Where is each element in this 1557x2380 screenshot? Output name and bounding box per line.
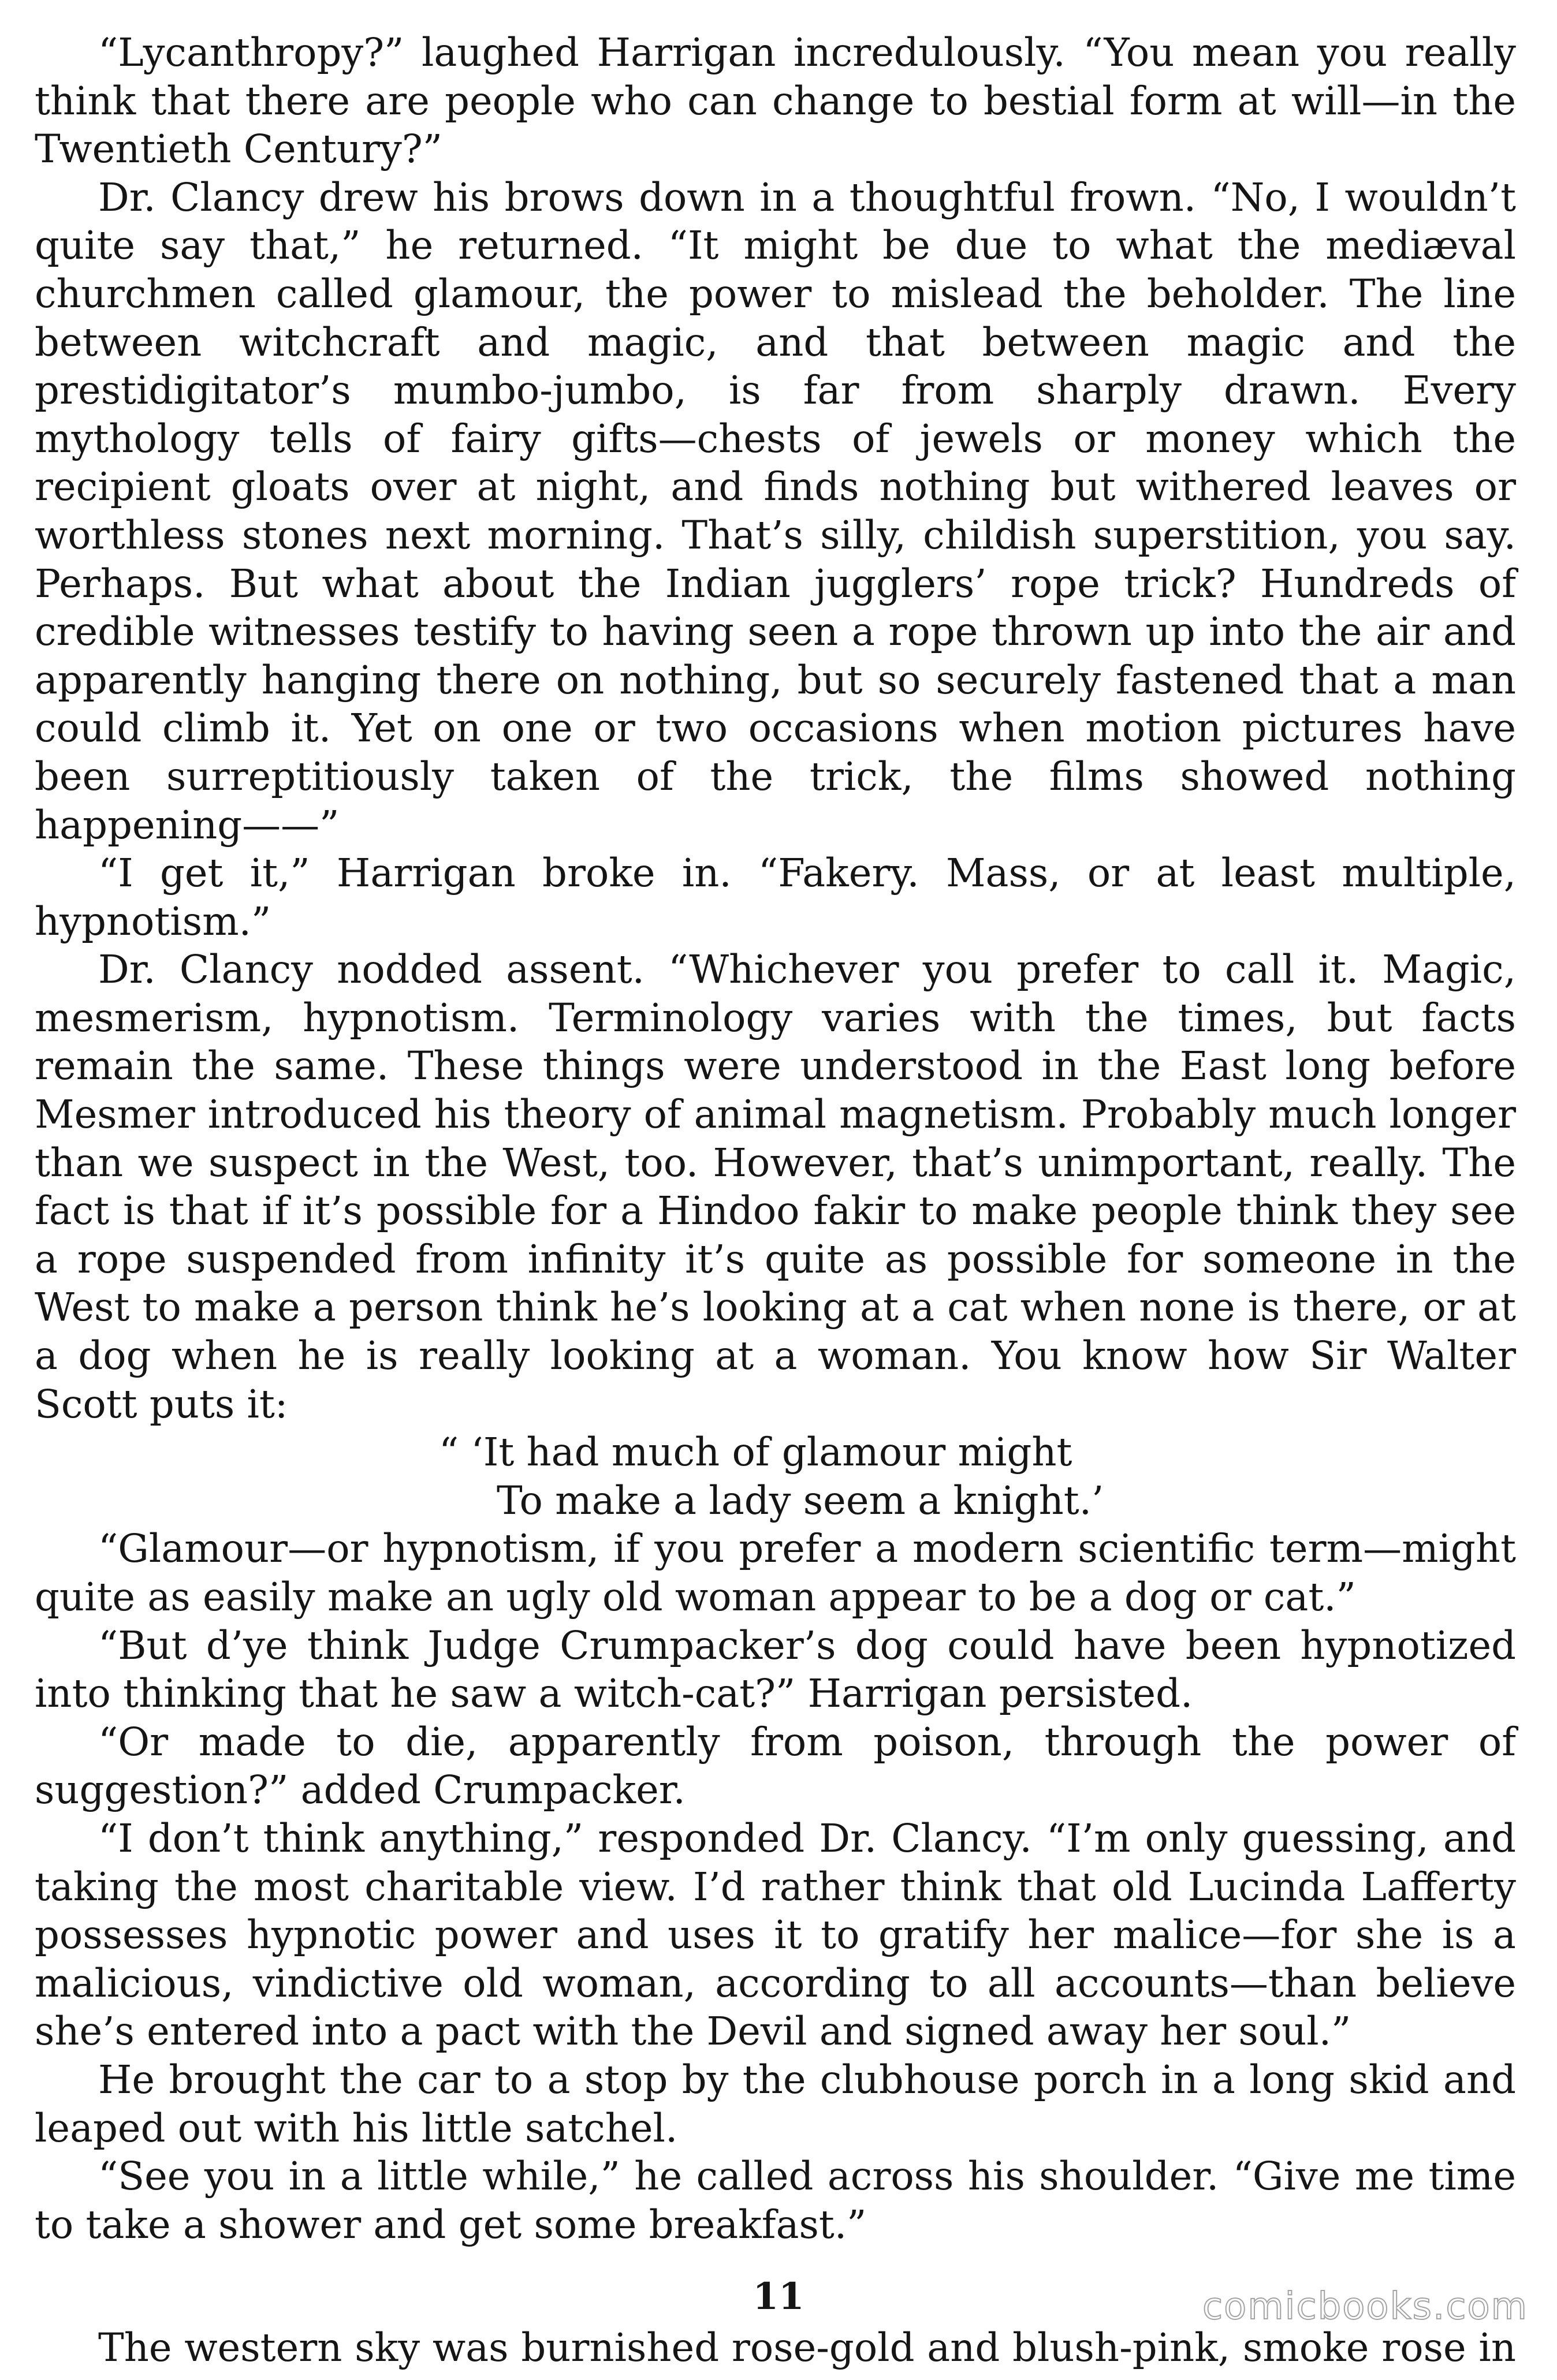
verse-line-1: “ ‘It had much of glamour might: [439, 1430, 1072, 1475]
paragraph-lycanthropy: “Lycanthropy?” laughed Harrigan incredulously. “You mean you really think that there are people who can change to bestial form at will—in the Twentieth Century?”: [35, 30, 1516, 172]
paragraph-clancy-hypnotism: Dr. Clancy nodded assent. “Whichever you prefer to call it. Magic, mesmerism, hypnotism. Terminology varies with the times, but facts remain the same. These things were understood in the East long before Mesmer introduced his theory of animal magnetism. Probably much longer than we suspect in the West, too. However, that’s unimportant, really. The fact is that if it’s possible for a Hindoo fakir to make people think they see a rope suspended from infinity it’s quite as possible for someone in the West to make a person think he’s looking at a cat when none is there, or at a dog when he is really looking at a woman. You know how Sir Walter Scott puts it:: [35, 947, 1516, 1427]
paragraph-clancy-glamour: Dr. Clancy drew his brows down in a thoughtful frown. “No, I wouldn’t quite say that,” he returned. “It might be due to what the mediæval churchmen called glamour, the power to mislead the beholder. The line between witchcraft and magic, and that between magic and the prestidigitator’s mumbo-jumbo, is far from sharply drawn. Every mythology tells of fairy gifts—chests of jewels or money which the recipient gloats over at night, and finds nothing but withered leaves or worthless stones next morning. That’s silly, childish superstition, you say. Perhaps. But what about the Indian jugglers’ rope trick? Hundreds of credible witnesses testify to having seen a rope thrown up into the air and apparently hanging there on nothing, but so securely fastened that a man could climb it. Yet on one or two occasions when motion pictures have been surreptitiously taken of the trick, the films showed nothing happening——”: [35, 174, 1516, 848]
paragraph-suggestion: “Or made to die, apparently from poison, through the power of suggestion?” added Crumpacker.: [35, 1719, 1516, 1813]
paragraph-western-sky: The western sky was burnished rose-gold and blush-pink, smoke rose in: [98, 2325, 1516, 2371]
body-text: [35, 29, 1516, 2372]
paragraph-car-stop: He brought the car to a stop by the clubhouse porch in a long skid and leaped out with his little satchel.: [35, 2057, 1516, 2151]
paragraph-harrigan-fakery: “I get it,” Harrigan broke in. “Fakery. Mass, or at least multiple, hypnotism.”: [35, 850, 1516, 944]
verse-line-2: To make a lady seem a knight.’: [497, 1478, 1104, 1523]
paragraph-clancy-guessing: “I don’t think anything,” responded Dr. Clancy. “I’m only guessing, and taking the most charitable view. I’d rather think that old Lucinda Lafferty possesses hypnotic power and uses it to gratify her malice—for she is a malicious, vindictive old woman, according to all accounts—than believe she’s entered into a pact with the Devil and signed away her soul.”: [35, 1815, 1516, 2054]
watermark: comicbooks.com: [1202, 2285, 1528, 2328]
paragraph-glamour: “Glamour—or hypnotism, if you prefer a modern scientific term—might quite as easily make an ugly old woman appear to be a dog or cat.”: [35, 1526, 1516, 1620]
page-number: 11: [753, 2275, 804, 2318]
paragraph-see-you: “See you in a little while,” he called across his shoulder. “Give me time to take a shower and get some breakfast.”: [35, 2154, 1516, 2247]
paragraph-judge-dog: “But d’ye think Judge Crumpacker’s dog could have been hypnotized into thinking that he saw a witch-cat?” Harrigan persisted.: [35, 1622, 1516, 1717]
